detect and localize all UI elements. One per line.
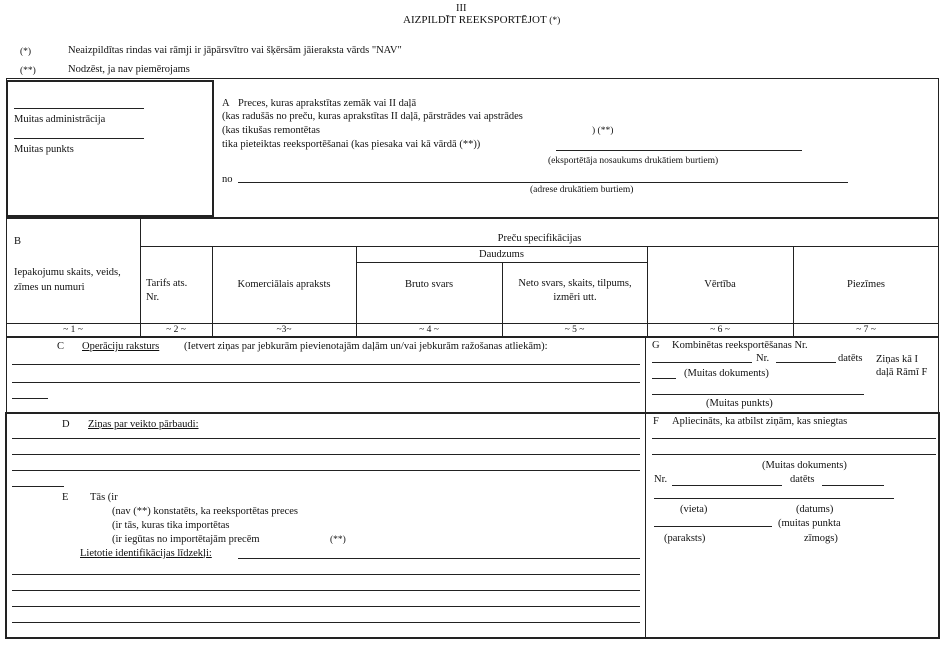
c-line-2[interactable] bbox=[12, 382, 640, 383]
section-a-line4: tika pieteiktas reeksportēšanai (kas piesaka vai kā vārdā (**)) bbox=[222, 139, 481, 150]
col-notes: Piezīmes bbox=[847, 279, 885, 290]
spec-header: Preču specifikācijas bbox=[497, 233, 582, 244]
section-a-line1: Preces, kuras aprakstītas zemāk vai II daļā bbox=[238, 98, 417, 109]
section-c-letter: C bbox=[57, 341, 65, 352]
col-desc: Komerciālais apraksts bbox=[237, 279, 331, 290]
f-signature: (paraksts) bbox=[664, 533, 706, 544]
address-line[interactable] bbox=[238, 182, 848, 183]
section-b-label: Iepakojumu skaits, veids, zīmes un numuri bbox=[14, 267, 121, 293]
c-line-3[interactable] bbox=[12, 398, 48, 399]
col-tariff: Tarifs ats. Nr. bbox=[146, 278, 188, 303]
def-divider bbox=[645, 413, 646, 638]
col-num-6: ~ 6 ~ bbox=[710, 325, 730, 335]
c-line-1[interactable] bbox=[12, 364, 640, 365]
col-net: Neto svars, skaits, tilpums, izmēri utt. bbox=[518, 278, 632, 303]
f-nr: Nr. bbox=[654, 474, 668, 485]
col-numbers-line bbox=[6, 323, 939, 324]
g-customs-doc: (Muitas dokuments) bbox=[684, 368, 769, 379]
section-c-title: Operāciju raksturs bbox=[82, 341, 160, 352]
customs-admin-label: Muitas administrācija bbox=[14, 114, 106, 125]
qty-header-line bbox=[356, 262, 647, 263]
e-line-3[interactable] bbox=[12, 606, 640, 607]
col-value: Vērtība bbox=[704, 279, 736, 290]
f-customs-doc: (Muitas dokuments) bbox=[762, 460, 847, 471]
f-date-line[interactable] bbox=[822, 485, 884, 486]
col-num-4: ~ 4 ~ bbox=[419, 325, 439, 335]
g-customs-point: (Muitas punkts) bbox=[706, 398, 773, 409]
col-num-1: ~ 1 ~ bbox=[63, 325, 83, 335]
section-a-letter: A bbox=[222, 98, 230, 109]
f-line-2[interactable] bbox=[652, 454, 936, 455]
f-signature-line[interactable] bbox=[654, 526, 772, 527]
exporter-name-line[interactable] bbox=[556, 150, 802, 151]
g-doc-line[interactable] bbox=[652, 362, 752, 363]
exporter-caption: (eksportētāja nosaukums drukātiem burtiem) bbox=[548, 156, 719, 166]
section-d-letter: D bbox=[62, 419, 70, 430]
cg-divider bbox=[645, 337, 646, 413]
section-a-from: no bbox=[222, 174, 233, 185]
col-num-7: ~ 7 ~ bbox=[856, 325, 876, 335]
address-caption: (adrese drukātiem burtiem) bbox=[530, 185, 634, 195]
part-number: III bbox=[456, 3, 467, 14]
e-line-2[interactable] bbox=[12, 590, 640, 591]
d-line-4[interactable] bbox=[12, 486, 64, 487]
f-dated: datēts bbox=[790, 474, 815, 485]
section-e-letter: E bbox=[62, 492, 69, 503]
e-ident-line[interactable] bbox=[238, 558, 640, 559]
g-side-note: Ziņas kā I daļā Rāmī F bbox=[876, 354, 928, 378]
f-date: (datums) bbox=[796, 504, 834, 515]
section-b-letter: B bbox=[14, 236, 22, 247]
section-a-line3: (kas tikušas remontētas bbox=[222, 125, 320, 136]
f-stamp-2: zīmogs) bbox=[804, 533, 838, 544]
e-line-1[interactable] bbox=[12, 574, 640, 575]
g-dated: datēts bbox=[838, 353, 863, 364]
admin-line[interactable] bbox=[14, 108, 144, 109]
d-line-1[interactable] bbox=[12, 438, 640, 439]
section-d-title: Ziņas par veikto pārbaudi: bbox=[88, 419, 199, 430]
page-title bbox=[403, 14, 560, 27]
title-text: AIZPILDĪT REEKSPORTĒJOT bbox=[403, 14, 547, 26]
col-num-2: ~ 2 ~ bbox=[166, 325, 186, 335]
section-e-line3: (ir tās, kuras tika importētas bbox=[112, 520, 230, 531]
note1-text: Neaizpildītas rindas vai rāmji ir jāpārsvītro vai šķērsām jāieraksta vārds "NAV" bbox=[68, 45, 402, 56]
qty-header: Daudzums bbox=[479, 249, 524, 260]
section-f-letter: F bbox=[653, 416, 659, 427]
customs-point-label: Muitas punkts bbox=[14, 144, 74, 155]
spec-header-line bbox=[140, 246, 939, 247]
f-nr-line[interactable] bbox=[672, 485, 782, 486]
section-f-title: Apliecināts, ka atbilst ziņām, kas sniegtas bbox=[672, 416, 848, 427]
g-nr-line[interactable] bbox=[776, 362, 836, 363]
f-place: (vieta) bbox=[680, 504, 708, 515]
g-nr: Nr. bbox=[756, 353, 770, 364]
section-g-letter: G bbox=[652, 340, 660, 351]
col-num-5: ~ 5 ~ bbox=[564, 325, 585, 335]
section-e-line4-mark: (**) bbox=[330, 535, 346, 545]
section-c-text: (Ietvert ziņas par jebkurām pievienotajām daļām un/vai jebkurām ražošanas atliekām): bbox=[184, 341, 548, 352]
col-gross: Bruto svars bbox=[404, 279, 454, 290]
note2-mark: (**) bbox=[20, 66, 36, 76]
d-line-3[interactable] bbox=[12, 470, 640, 471]
section-e-line4: (ir iegūtas no importētajām precēm bbox=[112, 534, 260, 545]
section-a-line3-mark: ) (**) bbox=[592, 126, 614, 136]
d-line-2[interactable] bbox=[12, 454, 640, 455]
g-line-2[interactable] bbox=[652, 378, 676, 379]
section-e-line1: Tās (ir bbox=[90, 492, 118, 503]
section-a-line2: (kas radušās no preču, kuras aprakstītas II daļā, pārstrādes vai apstrādes bbox=[222, 111, 523, 122]
f-line-1[interactable] bbox=[652, 438, 936, 439]
g-point-line[interactable] bbox=[652, 394, 864, 395]
section-e-ident: Lietotie identifikācijas līdzekļi: bbox=[80, 548, 212, 559]
e-line-4[interactable] bbox=[12, 622, 640, 623]
title-mark: (*) bbox=[549, 16, 561, 26]
point-line[interactable] bbox=[14, 138, 144, 139]
f-place-date-line[interactable] bbox=[654, 498, 894, 499]
section-g-title: Kombinētas reeksportēšanas Nr. bbox=[672, 340, 808, 351]
col-num-3: ~3~ bbox=[276, 325, 292, 335]
f-stamp: (muitas punkta bbox=[778, 518, 841, 529]
note1-mark: (*) bbox=[20, 47, 32, 57]
section-e-line2: (nav (**) konstatēts, ka reeksportētas preces bbox=[112, 506, 299, 517]
note2-text: Nodzēst, ja nav piemērojams bbox=[68, 64, 190, 75]
